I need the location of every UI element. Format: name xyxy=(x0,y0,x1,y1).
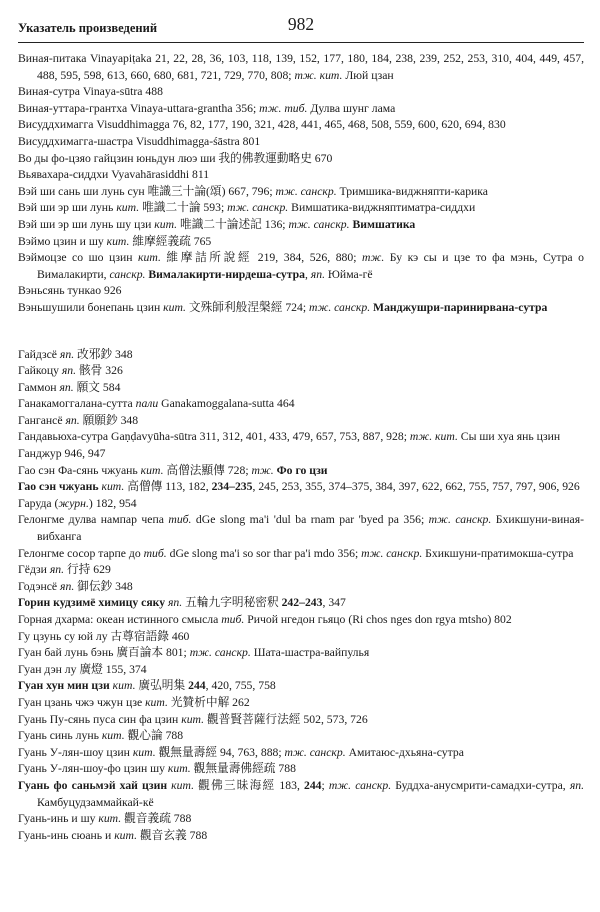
index-entry xyxy=(18,413,584,430)
entry-text: , xyxy=(304,267,311,281)
entry-text: Гуань У-лян-шоу-фо цзин шу xyxy=(18,762,168,776)
index-entry xyxy=(18,695,584,712)
entry-text: Гаруда ( xyxy=(18,496,59,510)
entry-language-mark: тж. санскр. xyxy=(288,217,350,231)
entry-language-mark: тж. санскр. xyxy=(309,300,371,314)
index-entry xyxy=(18,645,584,662)
entry-text: Гайкоцу xyxy=(18,364,62,378)
entry-text: 願願鈔 348 xyxy=(79,413,139,427)
entry-language-mark: яп. xyxy=(60,579,75,593)
index-entry xyxy=(18,629,584,646)
entry-bold-text: 244 xyxy=(188,679,206,693)
entry-text: Виная-уттара-грантха Vinaya-uttara-grantha 356; xyxy=(18,101,260,115)
index-entry xyxy=(18,745,584,762)
entry-language-mark: тж. санскр. xyxy=(227,201,289,215)
entry-text: Горная дхарма: океан истинного смысла xyxy=(18,613,222,626)
entry-text: Гуань У-лян-шоу цзин xyxy=(18,745,133,759)
index-entry xyxy=(18,612,584,629)
entry-language-mark: тж. xyxy=(362,251,385,265)
entry-language-mark: пали xyxy=(135,397,159,411)
entry-language-mark: тж. санскр. xyxy=(361,546,423,560)
entry-language-mark: тж. кит. xyxy=(294,68,343,82)
entry-text: 觀音義疏 788 xyxy=(121,812,192,826)
index-entry xyxy=(18,778,584,811)
letter-block xyxy=(18,347,584,845)
entry-text: 光贊析中解 262 xyxy=(167,695,250,709)
letter-block xyxy=(18,51,584,317)
index-entry xyxy=(18,101,584,118)
entry-text: Висуддхимагга-шастра Visuddhimagga-śāstra 801 xyxy=(18,134,261,148)
entry-language-mark: кит. xyxy=(112,679,136,693)
entry-language-mark: яп. xyxy=(569,778,585,792)
entry-text: Буддха-анусмрити-самадхи-сутра, xyxy=(391,778,570,792)
index-entry xyxy=(18,761,584,778)
entry-text: Ричой нгедон гьяцо (Ri chos nges don rgya mtsho) 802 xyxy=(244,613,512,626)
entry-language-mark: кит. xyxy=(114,828,138,842)
entry-bold-text: Гао сэн чжуань xyxy=(18,480,99,494)
entry-language-mark: тж. санскр. xyxy=(189,646,251,660)
running-header xyxy=(18,14,584,43)
entry-text: 維摩詰所說經 219, 384, 526, 880; xyxy=(160,251,363,265)
entry-text: Гаммон xyxy=(18,380,60,394)
entry-language-mark: яп. xyxy=(49,563,65,577)
index-entry xyxy=(18,84,584,101)
entry-language-mark: тж. xyxy=(251,463,274,477)
entry-text: 觀心論 788 xyxy=(124,729,184,743)
entry-text: , 420, 755, 758 xyxy=(205,679,276,693)
index-entry xyxy=(18,579,584,596)
entry-language-mark: кит. xyxy=(101,480,125,494)
entry-text: Бхикшуни-пратимокша-сутра xyxy=(422,546,574,560)
index-entry xyxy=(18,250,584,283)
entry-text: Вэньсянь тункао 926 xyxy=(18,284,122,298)
entry-text: Годэнсё xyxy=(18,579,61,593)
index-entry xyxy=(18,463,584,480)
entry-language-mark: санскр. xyxy=(109,267,146,281)
entry-language-mark: тж. санскр. xyxy=(284,745,346,759)
entry-text: Гу цзунь су юй лу 古尊宿語錄 460 xyxy=(18,629,190,643)
entry-language-mark: яп. xyxy=(59,347,75,361)
index-entry xyxy=(18,678,584,695)
entry-language-mark: кит. xyxy=(101,729,125,743)
entry-bold-text: 244 xyxy=(303,778,322,792)
entry-text: Ganakamoggalana-sutta 464 xyxy=(158,397,295,411)
entry-text: Ганджур 946, 947 xyxy=(18,447,106,461)
index-entry xyxy=(18,151,584,168)
entry-language-mark: тж. санскр. xyxy=(328,778,392,792)
index-entry xyxy=(18,429,584,446)
entry-text: 改邪鈔 348 xyxy=(74,347,133,361)
entry-text: Дулва шунг лама xyxy=(307,101,396,115)
index-entry xyxy=(18,811,584,828)
entry-text: 唯識二十論 593; xyxy=(139,201,228,215)
entry-language-mark: журн. xyxy=(58,496,89,510)
entry-bold-text: Гуан хун мин цзи xyxy=(18,679,110,693)
index-entry xyxy=(18,200,584,217)
entry-language-mark: кит. xyxy=(138,251,161,265)
entry-text: Вимшатика-виджняптиматра-сиддхи xyxy=(288,201,476,215)
entry-text: Вэй ши эр ши лунь шу цзи xyxy=(18,217,155,231)
page-number: 982 xyxy=(287,14,315,34)
entry-text: Гуан дэн лу 廣燈 155, 374 xyxy=(18,662,147,676)
entry-text: Виная-питака Vinayapiṭaka 21, 22, 28, 36, 103, 118, 139, 152, 177, 180, 184, 238, 239, 252, 253, 310, 404, 449, 457, 488, 595, 598, 613, 660, 680, 681, 721, 729, 770, 808; xyxy=(18,52,584,82)
entry-text: 觀普賢菩薩行法經 502, 573, 726 xyxy=(204,712,368,726)
entry-text: Вэй ши эр ши лунь xyxy=(18,201,117,215)
entry-text: Во ды фо-цзяо гайцзин юньдун люэ ши 我的佛教運動略史 670 xyxy=(18,151,333,165)
entry-language-mark: яп. xyxy=(61,364,77,378)
entry-text: Гуань-инь сюань и xyxy=(18,828,115,842)
index-entry xyxy=(18,217,584,234)
entry-text: 願文 584 xyxy=(73,380,121,394)
index-entry xyxy=(18,300,584,317)
entry-language-mark: тж. кит. xyxy=(409,430,458,444)
entry-bold-text: Вимшатика xyxy=(352,217,416,231)
entry-text: Вэньшушили бонепань цзин xyxy=(18,300,164,314)
entry-bold-text: 242–243 xyxy=(281,596,323,610)
entry-text: Сы ши хуа янь цзин xyxy=(457,430,561,444)
entry-text: Ганакамоггалана-сутта xyxy=(18,397,136,411)
entry-text: 高僧傳 113, 182, xyxy=(124,480,212,494)
index-entries xyxy=(18,51,584,844)
entry-language-mark: кит. xyxy=(145,695,168,709)
entry-bold-text: Горин кудзимё химицу сяку xyxy=(18,596,166,610)
index-page xyxy=(18,14,584,844)
index-entry xyxy=(18,234,584,251)
entry-text: Шата-шастра-вайпулья xyxy=(250,646,370,660)
index-entry xyxy=(18,283,584,300)
entry-text: Бу кэ сы и цзе то фа мэнь, Сутра о Вималакирти, xyxy=(37,251,585,281)
entry-text: Гуань Пу-сянь пуса син фа цзин xyxy=(18,712,182,726)
entry-language-mark: тиб. xyxy=(221,613,245,626)
entry-text: 行持 629 xyxy=(64,563,111,577)
entry-text: Камбуцудзаммайкай-кё xyxy=(37,795,154,809)
index-entry xyxy=(18,117,584,134)
entry-language-mark: кит. xyxy=(154,217,178,231)
entry-bold-text: 234–235 xyxy=(211,480,253,494)
entry-text: Вьявахара-сиддхи Vyavahārasiddhi 811 xyxy=(18,168,210,182)
entry-text: 御伝鈔 348 xyxy=(74,579,133,593)
index-entry xyxy=(18,595,584,612)
entry-language-mark: тж. тиб. xyxy=(259,101,308,115)
entry-language-mark: кит. xyxy=(163,300,186,314)
index-entry xyxy=(18,512,584,545)
entry-text: ; xyxy=(321,778,329,792)
entry-text: Висуддхимагга Visuddhimagga 76, 82, 177, 190, 321, 428, 441, 465, 468, 508, 559, 600, 620, 694, 830 xyxy=(18,118,506,132)
entry-text: Гёдзи xyxy=(18,563,50,577)
index-entry xyxy=(18,134,584,151)
entry-language-mark: тж. санскр. xyxy=(275,184,337,198)
entry-text: 觀無量壽經 94, 763, 888; xyxy=(155,745,285,759)
entry-text: Гелонгме дулва нампар чепа xyxy=(18,513,169,527)
entry-text: 骸骨 326 xyxy=(76,364,123,378)
index-entry xyxy=(18,479,584,496)
entry-text: 觀音玄義 788 xyxy=(137,828,208,842)
entry-language-mark: тиб. xyxy=(168,513,192,527)
entry-language-mark: яп. xyxy=(168,596,183,610)
entry-text: Юйма-гё xyxy=(325,267,373,281)
entry-language-mark: кит. xyxy=(181,712,205,726)
entry-text: ) 182, 954 xyxy=(88,496,137,510)
entry-language-mark: кит. xyxy=(171,778,194,792)
entry-text: Бхикшуни-виная-вибханга xyxy=(37,513,585,544)
entry-bold-text: Вималакирти-нирдеша-сутра xyxy=(148,267,305,281)
index-entry xyxy=(18,546,584,563)
entry-text: 維摩經義疏 765 xyxy=(129,234,212,248)
entry-text: , 347 xyxy=(322,596,346,610)
entry-text: Вэймо цзин и шу xyxy=(18,234,107,248)
entry-text: Гуан бай лунь бэнь 廣百論本 801; xyxy=(18,646,190,660)
index-entry xyxy=(18,363,584,380)
entry-text: Гао сэн Фа-сянь чжуань xyxy=(18,463,141,477)
index-entry xyxy=(18,380,584,397)
entry-bold-text: Гуань фо саньмэй хай цзин xyxy=(18,778,168,792)
entry-language-mark: тж. санскр. xyxy=(428,513,492,527)
entry-bold-text: Манджушри-паринирвана-сутра xyxy=(373,300,548,314)
index-entry xyxy=(18,662,584,679)
entry-text: Гуань синь лунь xyxy=(18,729,102,743)
entry-text: 觀佛三昧海經 183, xyxy=(194,778,304,792)
index-entry xyxy=(18,167,584,184)
entry-text: Гандавьюха-сутра Gaṇḍavyūha-sūtra 311, 312, 401, 433, 479, 657, 753, 887, 928; xyxy=(18,430,410,444)
index-entry xyxy=(18,828,584,845)
entry-text: dGe slong ma'i so sor thar pa'i mdo 356; xyxy=(166,546,362,560)
entry-text: Гуань-инь и шу xyxy=(18,812,99,826)
index-entry xyxy=(18,728,584,745)
index-entry xyxy=(18,347,584,364)
entry-text: Гангансё xyxy=(18,413,66,427)
entry-text: 高僧法顯傳 728; xyxy=(163,463,252,477)
index-entry xyxy=(18,446,584,463)
entry-text: , 245, 253, 355, 374–375, 384, 397, 622, 662, 755, 757, 797, 906, 926 xyxy=(252,480,580,494)
entry-text: Амитаюс-дхьяна-сутра xyxy=(345,745,464,759)
entry-language-mark: кит. xyxy=(132,745,156,759)
index-entry xyxy=(18,184,584,201)
entry-language-mark: кит. xyxy=(116,201,140,215)
entry-text: Виная-сутра Vinaya-sūtra 488 xyxy=(18,85,163,99)
entry-text: 唯識二十論述記 136; xyxy=(177,217,289,231)
entry-text: Вэймоцзе со шо цзин xyxy=(18,251,139,265)
entry-language-mark: кит. xyxy=(167,762,191,776)
entry-bold-text: Фо го цзи xyxy=(276,463,328,477)
entry-text: Тримшика-виджняпти-карика xyxy=(336,184,488,198)
entry-text: Гуан цзань чжэ чжун цзе xyxy=(18,695,146,709)
entry-text: dGe slong ma'i 'dul ba rnam par 'byed pa 356; xyxy=(191,513,429,527)
entry-text: 五輪九字明秘密釈 xyxy=(182,596,282,610)
entry-language-mark: кит. xyxy=(106,234,130,248)
entry-text: 觀無量壽佛經疏 788 xyxy=(190,762,296,776)
entry-text: 文殊師利般涅槃經 724; xyxy=(185,300,310,314)
entry-text: Гайдзсё xyxy=(18,347,60,361)
entry-language-mark: кит. xyxy=(98,812,122,826)
entry-text: Люй цзан xyxy=(342,68,394,82)
entry-language-mark: яп. xyxy=(59,380,74,394)
entry-language-mark: кит. xyxy=(140,463,164,477)
section-title: Указатель произведений xyxy=(18,21,158,35)
index-entry xyxy=(18,562,584,579)
entry-language-mark: яп. xyxy=(310,267,325,281)
index-entry xyxy=(18,712,584,729)
entry-text: Вэй ши сань ши лунь сун 唯識三十論(頌) 667, 796; xyxy=(18,184,276,198)
index-entry xyxy=(18,396,584,413)
index-entry xyxy=(18,496,584,513)
entry-language-mark: яп. xyxy=(65,413,80,427)
entry-text: Гелонгме сосор тарпе до xyxy=(18,546,144,560)
index-entry xyxy=(18,51,584,84)
entry-language-mark: тиб. xyxy=(143,546,167,560)
entry-text: 廣弘明集 xyxy=(135,679,189,693)
